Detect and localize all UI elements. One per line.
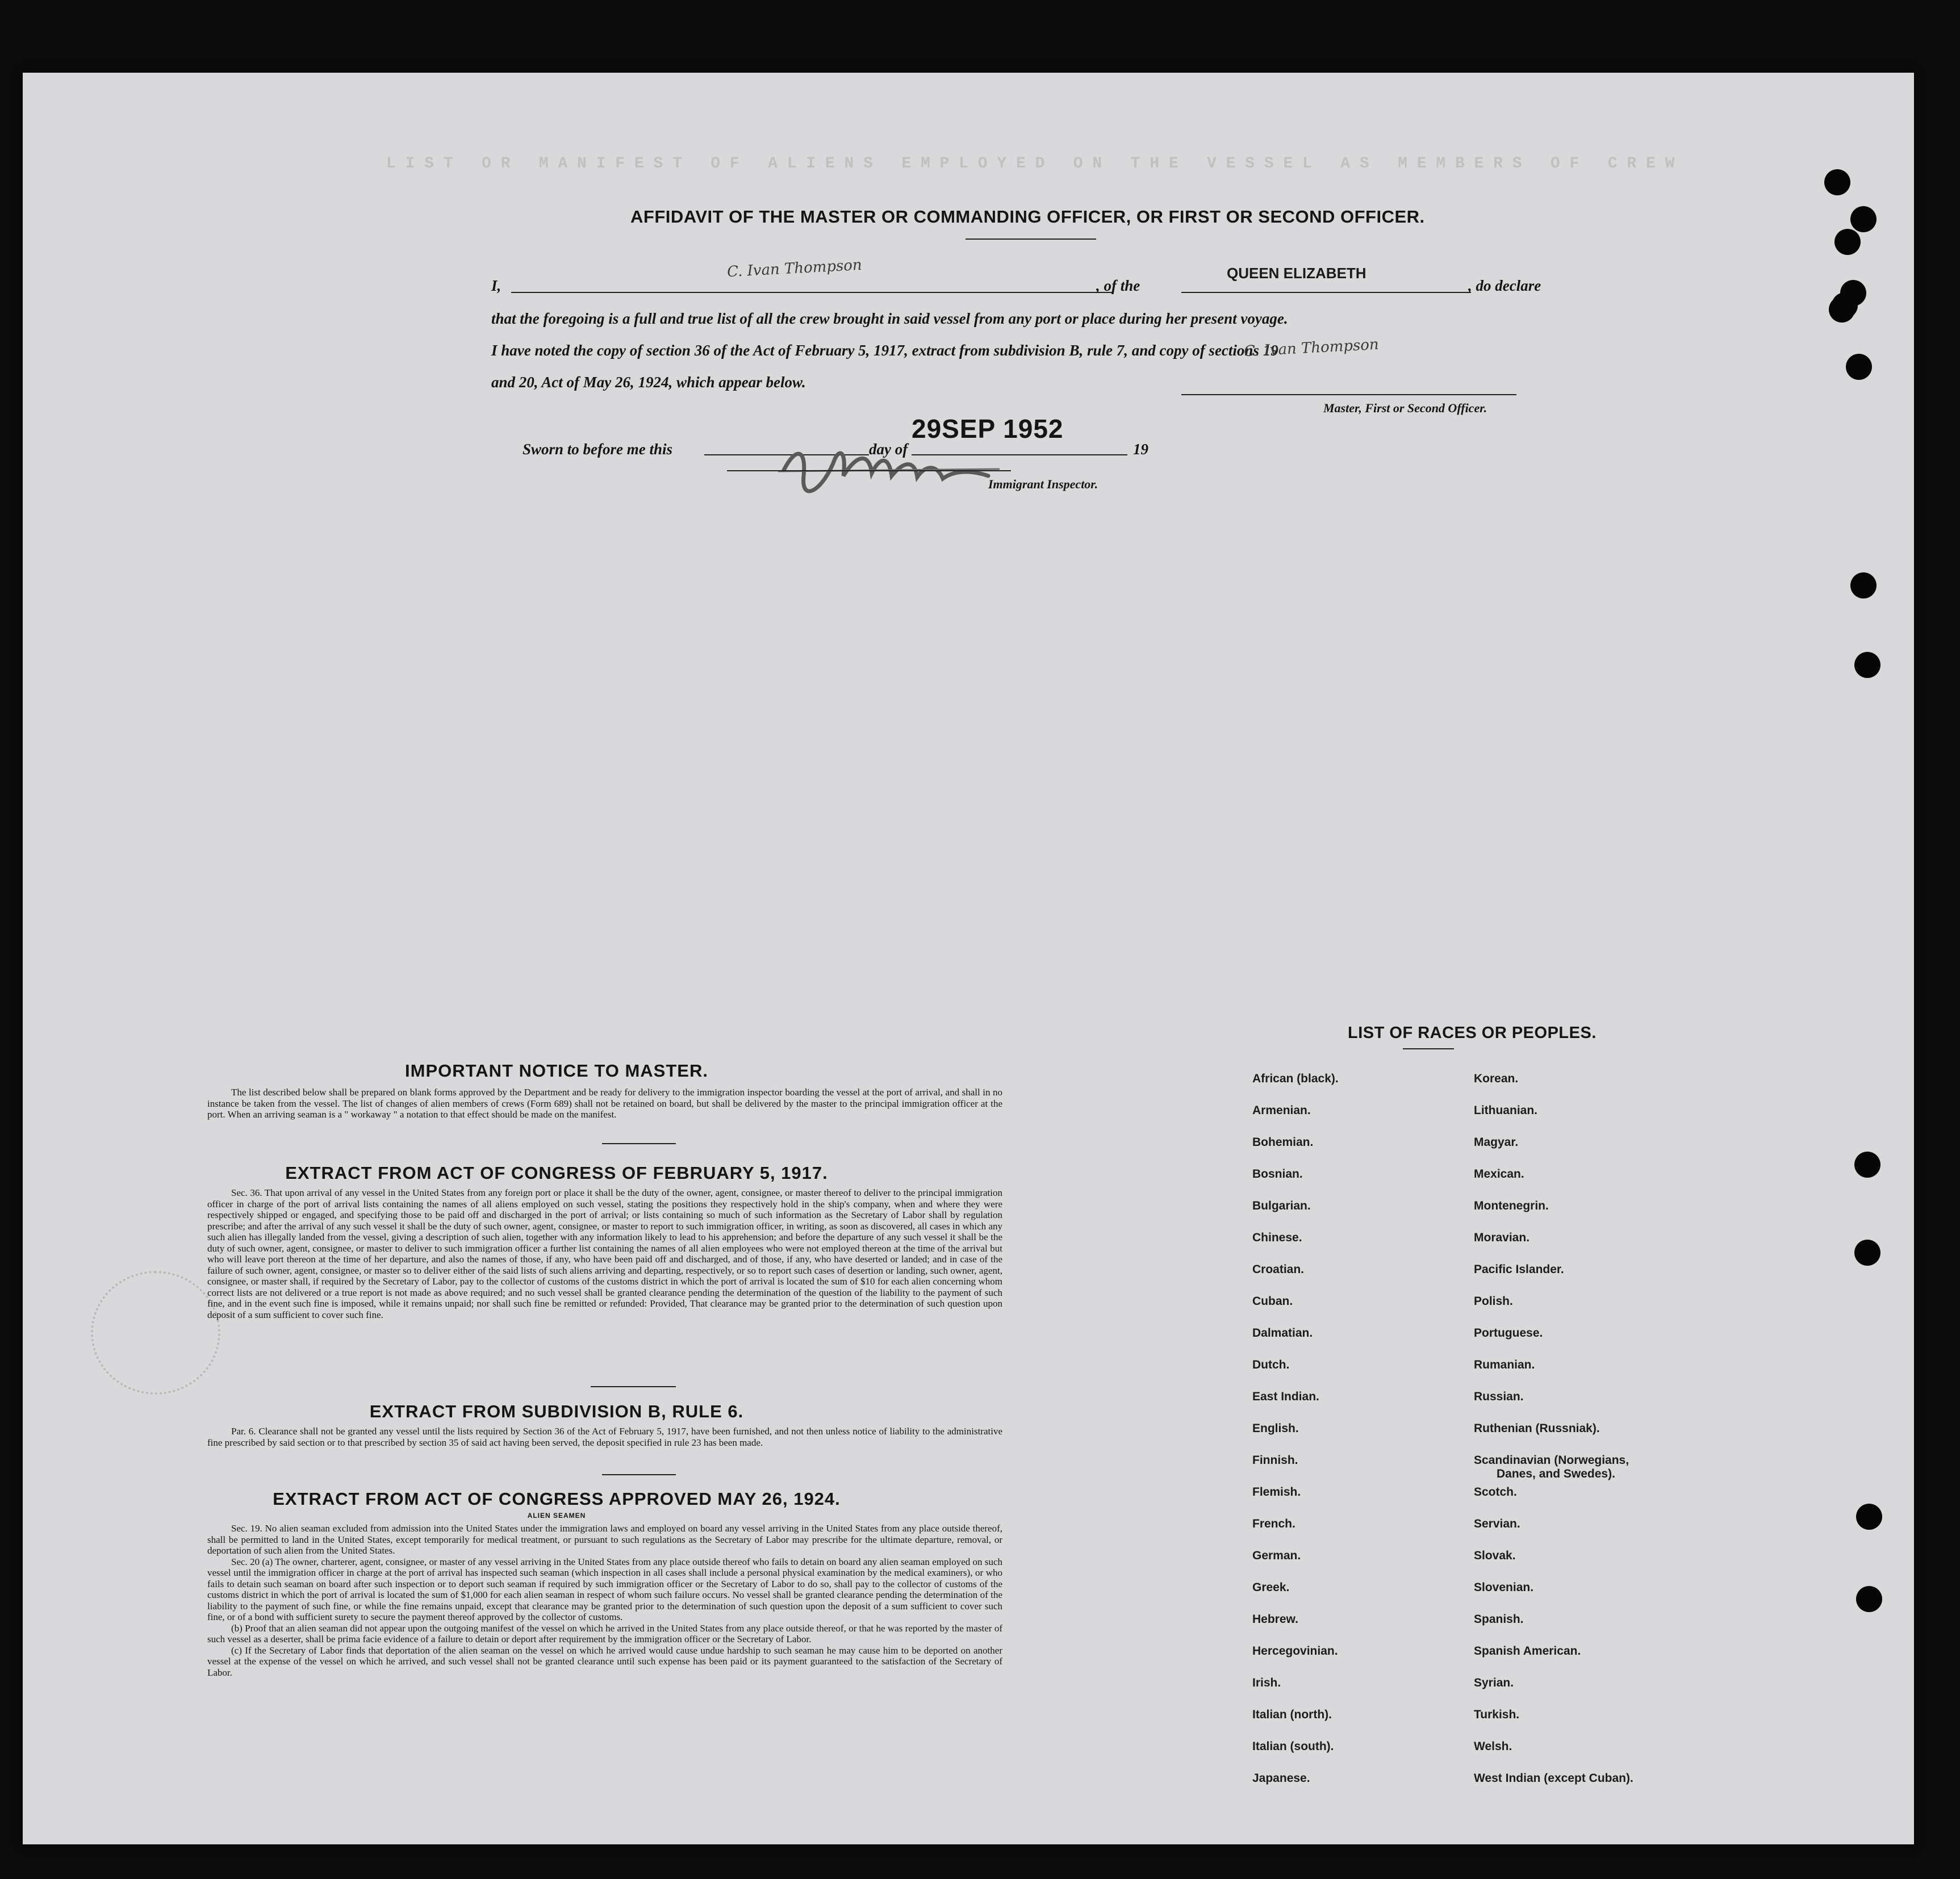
divider-3 [602,1474,676,1475]
punch-hole [1856,1504,1882,1530]
sworn-prefix: Sworn to before me this [523,441,673,458]
sec-20a-paragraph: Sec. 20 (a) The owner, charterer, agent, consignee, or master of any vessel arriving in the United States from any place outside thereof who fails to detain on board any alien seaman employed on such vessel until the immigration officer in charge at the port of arrival has inspected such seaman (which inspection in all cases shall include a personal physical examination by the medical examiners), or who fails to detain such seaman on board after such inspection or to deport such seaman if required by such immigration officer or the Secretary of Labor to do so, shall pay to the collector of customs of the customs district in which the port of arrival is located the sum of $1,000 for each alien seaman in respect of whom such failure occurs. No vessel shall be granted clearance pending the determination of the liability to the payment of such fine, or while the fine remains unpaid, except that clearance may be granted prior to the determination of such question upon the deposit of a sum sufficient to cover such fine, or of a bond with sufficient surety to secure the payment thereof approved by the collector of customs. [207,1556,1002,1622]
race-item: Slovenian. [1474,1581,1534,1594]
race-item: Bulgarian. [1252,1199,1311,1212]
bleed-through-heading: L I S T O R M A N I F E S T O F A L I E N S E M P L O Y E D O N T H E V E S S E L A S M E M B E R S O F C R E W [386,155,1675,173]
punch-hole [1824,169,1850,195]
par-6-paragraph: Par. 6. Clearance shall not be granted any vessel until the lists required by Section 36 of the Act of February 5, 1917, have been furnished, and not then unless notice of liability to the administrative fine prescribed by said section or to that prescribed by section 35 of said act having been served, the deposit specified in rule 23 has been made. [207,1426,1002,1448]
race-item: West Indian (except Cuban). [1474,1772,1633,1785]
race-item: Irish. [1252,1676,1281,1689]
punch-hole [1846,354,1872,380]
alien-seamen-subtitle: ALIEN SEAMEN [527,1512,586,1520]
races-right-column [1474,1072,1712,1803]
race-item: Italian (north). [1252,1708,1332,1721]
race-item: Lithuanian. [1474,1104,1537,1117]
punch-hole [1832,292,1858,319]
affidavit-line-3: I have noted the copy of section 36 of the Act of February 5, 1917, extract from subdivision B, rule 7, and copy of sections 19 [491,342,1278,359]
punch-hole [1854,652,1880,678]
officer-name-signature: C. Ivan Thompson [726,256,863,281]
faint-seal-stamp [91,1271,220,1395]
race-item: Montenegrin. [1474,1199,1549,1212]
punch-hole [1854,1240,1880,1266]
race-item: Spanish American. [1474,1644,1581,1658]
title-underline [966,238,1096,240]
race-item: Hebrew. [1252,1613,1298,1626]
race-item: Pacific Islander. [1474,1263,1564,1276]
affidavit-line-1 [491,277,501,295]
affidavit-title: AFFIDAVIT OF THE MASTER OR COMMANDING OFFICER, OR FIRST OR SECOND OFFICER. [630,207,1425,227]
sec-20b-paragraph: (b) Proof that an alien seaman did not appear upon the outgoing manifest of the vessel on which he arrived in the United States from any place outside thereof, or that he was reported by the master of such vessel as a deserter, shall be prima facie evidence of a failure to detain or deport after requirement by the immigration officer or the Secretary of Labor. [207,1622,1002,1644]
affidavit-line-4: and 20, Act of May 26, 1924, which appear below. [491,374,806,391]
race-item: Bosnian. [1252,1167,1303,1181]
races-title-underline [1403,1048,1454,1049]
extract-1917-title: EXTRACT FROM ACT OF CONGRESS OF FEBRUARY 5, 1917. [285,1163,828,1183]
race-item: Korean. [1474,1072,1519,1085]
race-item: French. [1252,1517,1295,1530]
rule6-text [207,1426,1002,1448]
race-item: Dalmatian. [1252,1326,1313,1340]
sec-19-paragraph: Sec. 19. No alien seaman excluded from admission into the United States under the immigration laws and employed on board any vessel arriving in the United States from any place outside thereof, shall be permitted to land in the United States, except temporarily for medical treatment, or pursuant to such regulations as the Secretary of Labor may prescribe for the ultimate departure, removal, or deportation of such alien from the United States. [207,1523,1002,1556]
race-item: Russian. [1474,1390,1524,1403]
divider-1 [602,1143,676,1144]
sworn-day-of: day of [869,441,908,458]
race-item: Magyar. [1474,1136,1519,1149]
race-item: Spanish. [1474,1613,1524,1626]
manifest-page [23,73,1914,1844]
race-item: Turkish. [1474,1708,1520,1721]
race-item: Scotch. [1474,1485,1517,1499]
notice-paragraph: The list described below shall be prepared on blank forms approved by the Department and be ready for delivery to the immigration inspector boarding the vessel at the port of arrival, and shall in no instance be taken from the vessel. The list of changes of alien members of crews (Form 689) shall not be retained on board, but shall be delivered by the master to the principal immigration officer at the port. When an arriving seaman is a " workaway " a notation to that effect should be made on the manifest. [207,1087,1002,1120]
inspector-caption: Immigrant Inspector. [988,477,1098,491]
race-item: Chinese. [1252,1231,1302,1244]
race-item: Welsh. [1474,1740,1512,1753]
inspector-signature [772,436,1011,499]
punch-hole [1854,1152,1880,1178]
race-item: East Indian. [1252,1390,1319,1403]
extract-1924-title: EXTRACT FROM ACT OF CONGRESS APPROVED MAY 26, 1924. [273,1489,841,1509]
line1-suffix: , do declare [1468,277,1541,294]
line1-of-the: , of the [1096,277,1140,294]
race-item: Polish. [1474,1295,1513,1308]
race-item: Ruthenian (Russniak). [1474,1422,1600,1435]
race-item: Flemish. [1252,1485,1301,1499]
punch-hole [1856,1586,1882,1612]
race-item: Dutch. [1252,1358,1290,1371]
line1-prefix: I, [491,277,502,294]
race-item: Syrian. [1474,1676,1514,1689]
race-item: Hercegovinian. [1252,1644,1338,1658]
race-item: Greek. [1252,1581,1290,1594]
race-item: Portuguese. [1474,1326,1543,1340]
master-caption: Master, First or Second Officer. [1323,401,1487,415]
race-item: Italian (south). [1252,1740,1334,1753]
officer-name-line [511,292,1113,293]
punch-hole [1850,572,1877,599]
punch-hole [1834,229,1861,255]
race-item: Croatian. [1252,1263,1305,1276]
sec-36-paragraph: Sec. 36. That upon arrival of any vessel in the United States from any foreign port or place it shall be the duty of the owner, agent, consignee, or master thereof to deliver to the principal immigration officer in charge of the port of arrival lists containing the names of all aliens employed on such vessel, stating the positions they respectively hold in the ship's company, when and where they were respectively shipped or engaged, and specifying those to be paid off and discharged in the port of arrival; or lists containing so much of such information as the Secretary of Labor shall by regulation prescribe; and after the arrival of any such vessel it shall be the duty of such owner, agent, consignee, or master to report to such immigration officer, in writing, as soon as discovered, all cases in which any such alien has illegally landed from the vessel, giving a description of such alien, together with any information likely to lead to his apprehension; and before the departure of any such vessel it shall be the duty of such owner, agent, consignee, or master to deliver to such immigration officer a further list containing the names of all alien employees who were not employed thereon at the time of the arrival but who will leave port thereon at the time of her departure, and also the names of those, if any, who have been paid off and discharged, and of those, if any, who have deserted or landed; and in case of the failure of such owner, agent, consignee, or master so to deliver either of the said lists of such aliens arriving and departing, respectively, or so to report such cases of desertion or landing, such owner, agent, consignee, or master shall, if required by the Secretary of Labor, pay to the collector of customs of the customs district in which the port of arrival is located the sum of $10 for each alien concerning whom correct lists are not delivered or a true report is not made as above required; and no such vessel shall be granted clearance pending the determination of the question of the liability to the payment of such fine, and in the event such fine is imposed, while it remains unpaid; nor shall such fine be remitted or refunded: Provided, That clearance may be granted prior to the determination of such question upon deposit of a sum sufficient to cover such fine. [207,1187,1002,1320]
race-item: Rumanian. [1474,1358,1535,1371]
punch-hole [1850,206,1877,232]
race-item: Moravian. [1474,1231,1530,1244]
race-item: Japanese. [1252,1772,1310,1785]
race-item: Slovak. [1474,1549,1516,1562]
inspector-signature-line [727,470,1011,471]
race-item: German. [1252,1549,1301,1562]
race-item: Mexican. [1474,1167,1524,1181]
races-title: LIST OF RACES OR PEOPLES. [1348,1024,1597,1042]
master-signature-line [1181,394,1516,395]
vessel-name: QUEEN ELIZABETH [1227,265,1366,282]
race-item: English. [1252,1422,1299,1435]
sworn-year: 19 [1133,441,1148,458]
race-item: Armenian. [1252,1104,1311,1117]
sec-20c-paragraph: (c) If the Secretary of Labor finds that deportation of the alien seaman on the vessel on which he arrived would cause undue hardship to such seaman he may cause him to be deported on another vessel at the expense of the vessel on which he arrived, and such vessel shall not be granted clearance until such expense has been paid or its payment guaranteed to the satisfaction of the Secretary of Labor. [207,1644,1002,1678]
race-item: Danes, and Swedes). [1497,1467,1615,1480]
race-item: African (black). [1252,1072,1339,1085]
race-item: Servian. [1474,1517,1520,1530]
extract-1917-text [207,1187,1002,1320]
notice-text [207,1087,1002,1120]
master-signature: C. Ivan Thompson [1243,336,1380,361]
sworn-date-stamp: 29SEP 1952 [912,414,1064,443]
race-item: Scandinavian (Norwegians, [1474,1454,1629,1467]
race-item: Finnish. [1252,1454,1298,1467]
notice-title: IMPORTANT NOTICE TO MASTER. [405,1061,708,1081]
extract-1924-text [207,1523,1002,1678]
races-left-column [1252,1072,1491,1803]
affidavit-line-2: that the foregoing is a full and true list of all the crew brought in said vessel from any port or place during her present voyage. [491,310,1288,327]
rule6-title: EXTRACT FROM SUBDIVISION B, RULE 6. [369,1401,744,1421]
race-item: Cuban. [1252,1295,1293,1308]
divider-2 [591,1386,676,1387]
race-item: Bohemian. [1252,1136,1314,1149]
vessel-name-line [1181,292,1471,293]
